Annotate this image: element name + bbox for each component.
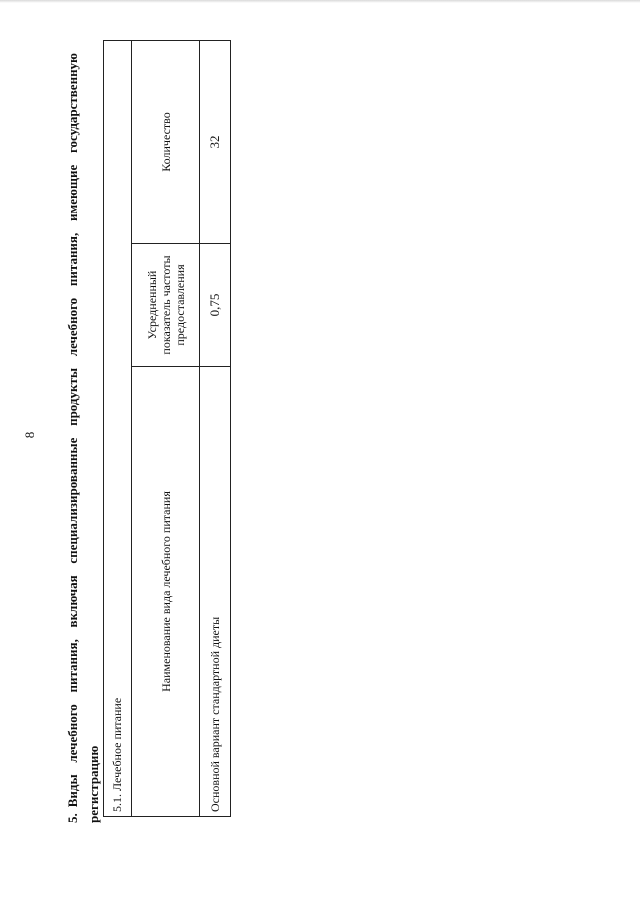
table-section-row	[104, 41, 132, 817]
section-heading-text: Виды лечебного питания, включая специализированные продукты лечебного питания, имеющие государственную регистрацию	[65, 53, 101, 823]
table-header-row	[132, 41, 200, 817]
cell-frequency: 0,75	[200, 244, 231, 367]
page-number: 8	[22, 431, 37, 439]
nutrition-table	[103, 40, 231, 817]
cell-name: Основной вариант стандартной диеты	[200, 367, 231, 817]
column-header-frequency: Усредненный показатель частоты предоставления	[132, 244, 200, 367]
section-heading	[62, 53, 104, 823]
cell-quantity: 32	[200, 41, 231, 244]
section-number: 5.	[65, 813, 80, 823]
table-section-title: 5.1. Лечебное питание	[104, 41, 132, 817]
column-header-quantity: Количество	[132, 41, 200, 244]
column-header-name: Наименование вида лечебного питания	[132, 367, 200, 817]
table-row	[200, 41, 231, 817]
